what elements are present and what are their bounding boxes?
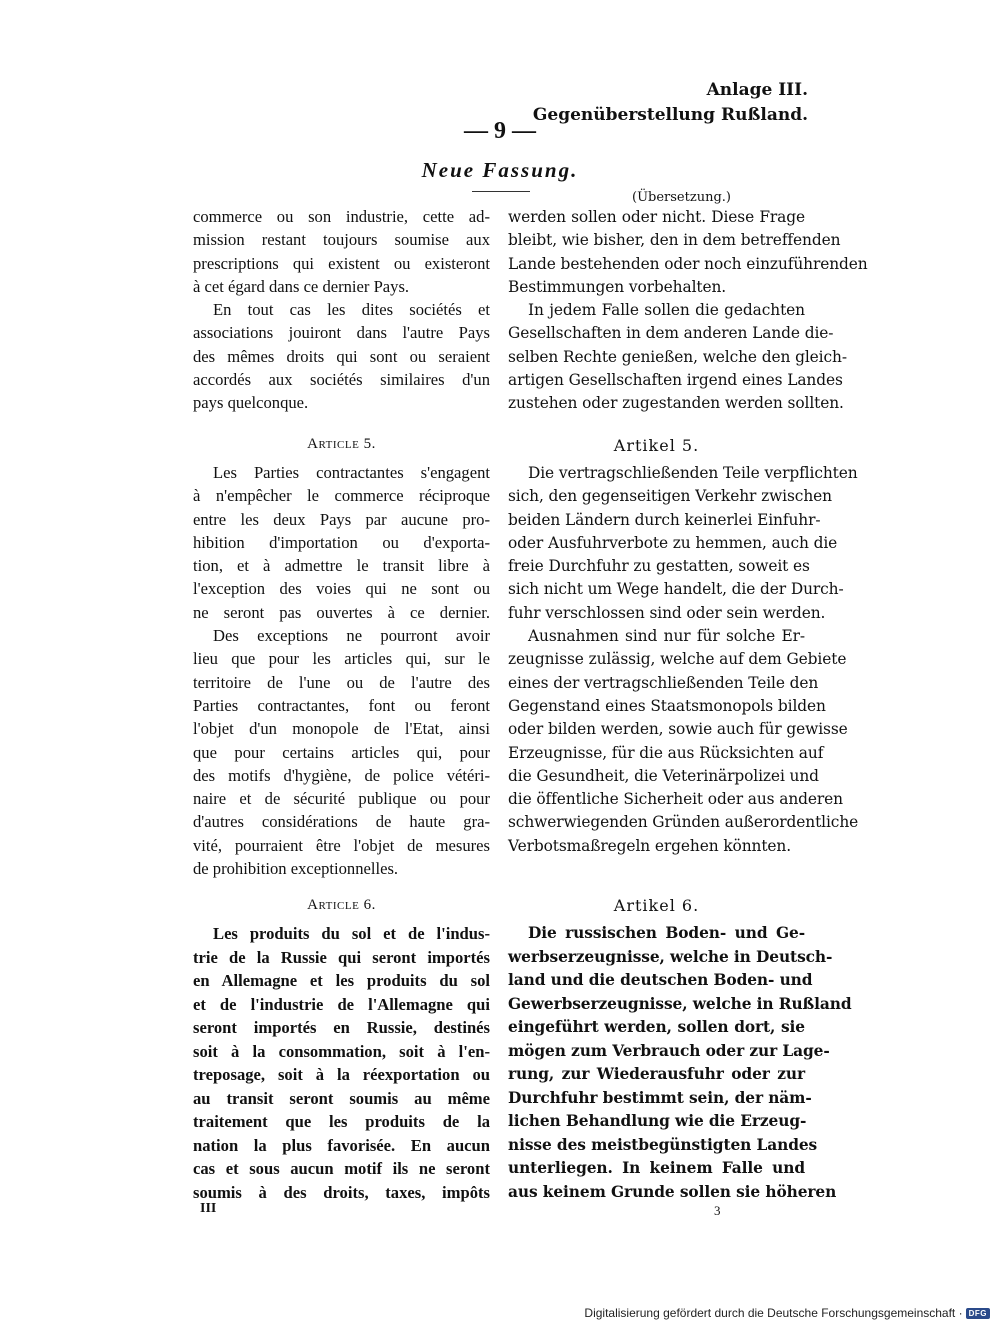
text-line: werbserzeugnisse, welche in Deutsch- [508,947,833,966]
text-line: eingeführt werden, sollen dort, sie [508,1018,805,1036]
text-line: de prohibition exceptionnelles. [193,859,399,879]
text-line: werden sollen oder nicht. Diese Frage [508,208,805,226]
text-line: seront importés en Russie, destinés [193,1018,490,1037]
text-line: à n'empêcher le commerce réciproque [193,486,490,506]
text-line: naire et de sécurité publique ou pour [193,789,490,809]
text-line: mögen zum Verbrauch oder zur Lage- [508,1041,830,1060]
text-line: Lande bestehenden oder noch einzuführenden [508,254,868,273]
text-line: traitement que les produits de la [193,1112,490,1131]
text-line: In jedem Falle sollen die gedachten [528,301,805,320]
text-line: Erzeugnisse, für die aus Rücksichten auf [508,743,824,762]
text-line: Ausnahmen sind nur für solche Er- [528,627,805,646]
text-line: Parties contractantes, font ou feront [193,695,490,715]
de-continuation [508,206,868,416]
de-article6-body [508,922,852,1204]
text-line: lieu que pour les articles qui, sur le [193,649,490,669]
text-line: soit à la consommation, soit à l'en- [193,1041,490,1061]
text-line: l'exception des voies qui ne sont ou [193,579,490,599]
de-article5-title: Artikel 5. [613,436,700,455]
text-line: aus keinem Grunde sollen sie höheren [508,1182,837,1201]
text-line: Gewerbserzeugnisse, welche in Rußland [508,994,852,1013]
text-line: land und die deutschen Boden- und [508,971,813,989]
text-line: schwerwiegenden Gründen außerordentliche [508,813,859,832]
text-line: Verbotsmaßregeln ergehen könnten. [508,836,792,855]
text-line: entre les deux Pays par aucune pro- [193,509,490,529]
text-line: territoire de l'une ou de l'autre des [193,672,490,692]
text-line: beiden Ländern durch keinerlei Einfuhr- [508,510,821,529]
text-line: selben Rechte genießen, welche den gleich- [508,347,847,366]
text-line: rung, zur Wiederausfuhr oder zur [508,1065,805,1083]
text-line: nisse des meistbegünstigten Landes [508,1135,818,1154]
text-line: prescriptions qui existent ou existeront [193,253,490,273]
text-line: des mêmes droits qui sont ou seraient [193,346,490,366]
text-line: cas et sous aucun motif ils ne seront [193,1159,490,1178]
text-line: oder bilden werden, sowie auch für gewisse [508,720,848,739]
fr-article5-body [193,461,490,880]
translation-note: (Übersetzung.) [632,190,731,205]
text-line: commerce ou son industrie, cette ad- [193,207,490,226]
signature-mark: III [200,1201,217,1216]
text-line: eines der vertragschließenden Teile den [508,673,819,692]
text-line: l'objet d'un monopole de l'Etat, ainsi [193,719,490,739]
text-line: freie Durchfuhr zu gestatten, soweit es [508,557,810,576]
text-line: zustehen oder zugestanden werden sollten. [508,394,844,413]
text-line: soumis à des droits, taxes, impôts [193,1182,490,1202]
text-line: Die vertragschließenden Teile verpflichten [528,464,858,482]
text-line: au transit seront soumis au même [193,1088,490,1108]
text-line: oder Ausfuhrverbote zu hemmen, auch die [508,533,838,552]
de-article5-body [508,462,859,858]
text-line: Gesellschaften in dem anderen Lande die- [508,324,834,343]
annex-title: Anlage III. [706,80,808,100]
heading-rule [472,191,530,192]
page-number: — 9 — [464,118,536,144]
text-line: unterliegen. In keinem Falle und [508,1159,805,1177]
text-line: Les Parties contractantes s'engagent [213,463,490,482]
text-line: tion, et à admettre le transit libre à [193,556,490,576]
text-line: artigen Gesellschaften irgend eines Landes [508,371,843,390]
text-line: que pour certains articles qui, pour [193,742,490,762]
fr-article6-body [193,922,490,1204]
text-line: associations jouiront dans l'autre Pays [193,323,490,343]
text-line: à cet égard dans ce dernier Pays. [193,276,410,296]
text-line: Durchfuhr bestimmt sein, der näm- [508,1088,812,1107]
text-line: En tout cas les dites sociétés et [213,300,490,320]
text-line: treposage, soit à la réexportation ou [193,1065,490,1084]
text-line: Die russischen Boden- und Ge- [528,924,805,942]
text-line: pays quelconque. [193,393,309,413]
text-line: Des exceptions ne pourront avoir [213,626,490,646]
dfg-credit [584,1306,990,1320]
dfg-logo: DFG [966,1308,990,1319]
text-line: vité, pourraient être l'objet de mesures [193,835,490,855]
text-line: des motifs d'hygiène, de police vétéri- [193,765,490,785]
text-line: fuhr verschlossen sind oder sein werden. [508,603,826,622]
fr-article5-title: Article 5. [307,436,376,452]
de-article6-title: Artikel 6. [613,896,700,915]
fr-continuation [193,205,490,415]
text-line: nation la plus favorisée. En aucun [193,1135,490,1155]
sheet-number: 3 [714,1203,721,1218]
text-line: ne seront pas ouvertes à ce dernier. [193,602,490,622]
text-line: hibition d'importation ou d'exporta- [193,532,490,552]
text-line: et de l'industrie de l'Allemagne qui [193,994,490,1014]
page-heading: Neue Fassung. [421,158,579,182]
text-line: d'autres considérations de haute gra- [193,812,490,832]
text-line: accordés aux sociétés similaires d'un [193,370,490,390]
dfg-credit-text: Digitalisierung gefördert durch die Deutsche Forschungsgemeinschaft · [584,1306,963,1320]
text-line: Bestimmungen vorbehalten. [508,277,727,296]
text-line: trie de la Russie qui seront importés [193,947,490,967]
text-line: Les produits du sol et de l'indus- [213,924,490,943]
text-line: sich nicht um Wege handelt, die der Durch- [508,580,844,599]
text-line: Gegenstand eines Staatsmonopols bilden [508,696,826,715]
text-line: zeugnisse zulässig, welche auf dem Gebiete [508,650,847,669]
text-line: en Allemagne et les produits du sol [193,971,490,990]
text-line: die Gesundheit, die Veterinärpolizei und [508,766,819,785]
text-line: bleibt, wie bisher, den in dem betreffenden [508,231,841,250]
fr-article6-title: Article 6. [307,897,376,913]
text-line: die öffentliche Sicherheit oder aus anderen [508,790,843,809]
text-line: sich, den gegenseitigen Verkehr zwischen [508,487,832,506]
text-line: mission restant toujours soumise aux [193,230,490,250]
annex-subtitle: Gegenüberstellung Rußland. [532,105,808,125]
text-line: lichen Behandlung wie die Erzeug- [508,1112,807,1130]
